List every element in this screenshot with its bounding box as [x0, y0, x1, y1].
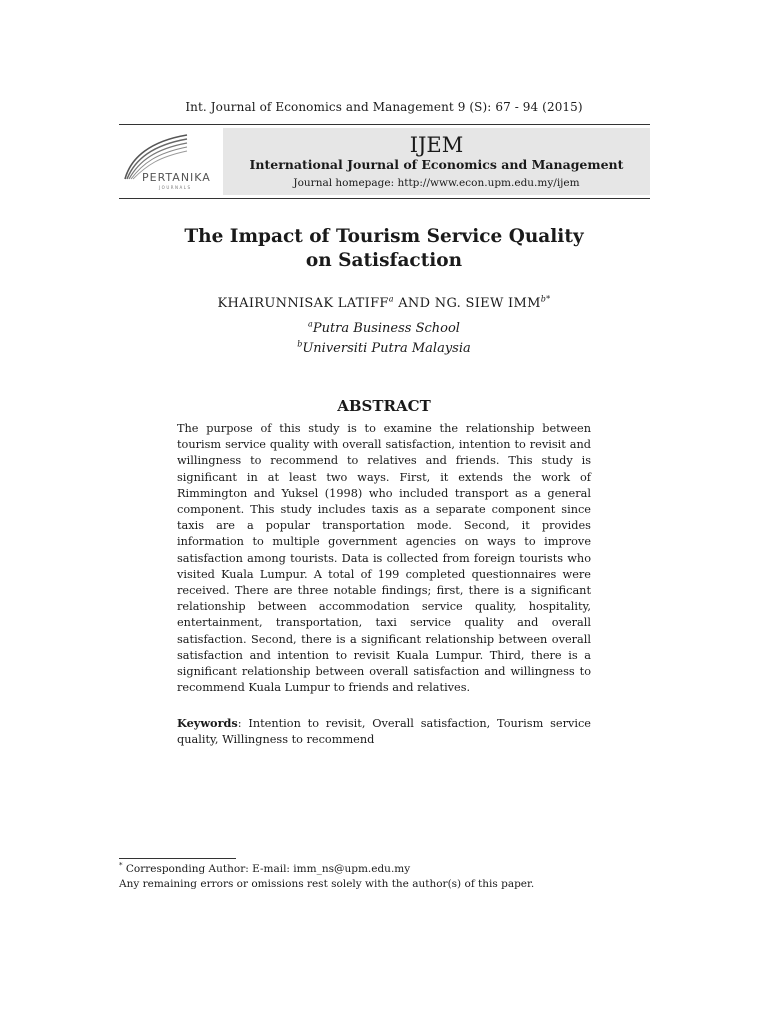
- abstract-heading: ABSTRACT: [337, 397, 431, 415]
- corresponding-mark: *: [546, 294, 551, 304]
- journal-name: International Journal of Economics and Management: [249, 157, 624, 172]
- logo-wordmark: PERTANIKA: [142, 171, 211, 184]
- running-head: Int. Journal of Economics and Management 9 (S): 67 - 94 (2015): [185, 100, 583, 114]
- keywords-label: Keywords: [177, 716, 238, 730]
- affiliation-a: [0, 321, 768, 336]
- title-line-1: The Impact of Tourism Service Quality: [184, 226, 584, 247]
- author-line: [0, 296, 768, 311]
- author-1: KHAIRUNNISAK LATIFF: [217, 296, 389, 311]
- logo-subtitle: JOURNALS: [159, 185, 192, 190]
- author-2: NG. SIEW IMM: [434, 296, 541, 311]
- paper-title: [0, 225, 768, 273]
- affiliation-a-mark: a: [308, 319, 313, 329]
- author-conjunction: AND: [393, 296, 435, 311]
- footnote-rule: [119, 858, 236, 859]
- footnote-mark: *: [119, 861, 123, 870]
- abstract-text: The purpose of this study is to examine the relationship between tourism service quality with overall satisfaction, intention to revisit and willingness to recommend to relatives and friends. This study is significant in at least two ways. First, it extends the work of Rimmington and Yuksel (1998) who included transport as a general component. This study includes taxis as a separate component since taxis are a popular transportation mode. Second, it provides information to multiple government agencies on ways to improve satisfaction among tourists. Data is collected from foreign tourists who visited Kuala Lumpur. A total of 199 completed questionnaires were received. There are three notable findings; first, there is a significant relationship between accommodation service quality, hospitality, entertainment, transportation, taxi service quality and overall satisfaction. Second, there is a significant relationship between overall satisfaction and intention to revisit Kuala Lumpur. Third, there is a significant relationship between overall satisfaction and willingness to recommend Kuala Lumpur to friends and relatives.: [177, 422, 591, 695]
- journal-homepage: Journal homepage: http://www.econ.upm.edu.my/ijem: [293, 177, 580, 189]
- title-line-2: on Satisfaction: [305, 250, 463, 271]
- author-2-affil-mark: b*: [540, 294, 551, 304]
- journal-banner: [119, 124, 650, 199]
- corresponding-author-footnote: [119, 862, 410, 876]
- affiliation-b-name: Universiti Putra Malaysia: [302, 341, 471, 356]
- affiliation-b-mark: b: [297, 339, 303, 349]
- journal-acronym: IJEM: [409, 133, 464, 157]
- banner-text-block: [223, 128, 650, 195]
- keywords-list: : Intention to revisit, Overall satisfaction, Tourism service quality, Willingness to recommend: [177, 717, 591, 747]
- author-1-affil-mark: a: [388, 294, 394, 304]
- corresponding-author-email: Corresponding Author: E-mail: imm_ns@upm.edu.my: [122, 863, 411, 875]
- keywords: [177, 715, 591, 748]
- affiliation-b: [0, 341, 768, 356]
- affiliation-a-name: Putra Business School: [312, 321, 460, 336]
- publisher-logo: [119, 125, 223, 198]
- disclaimer-footnote: Any remaining errors or omissions rest solely with the author(s) of this paper.: [119, 878, 535, 890]
